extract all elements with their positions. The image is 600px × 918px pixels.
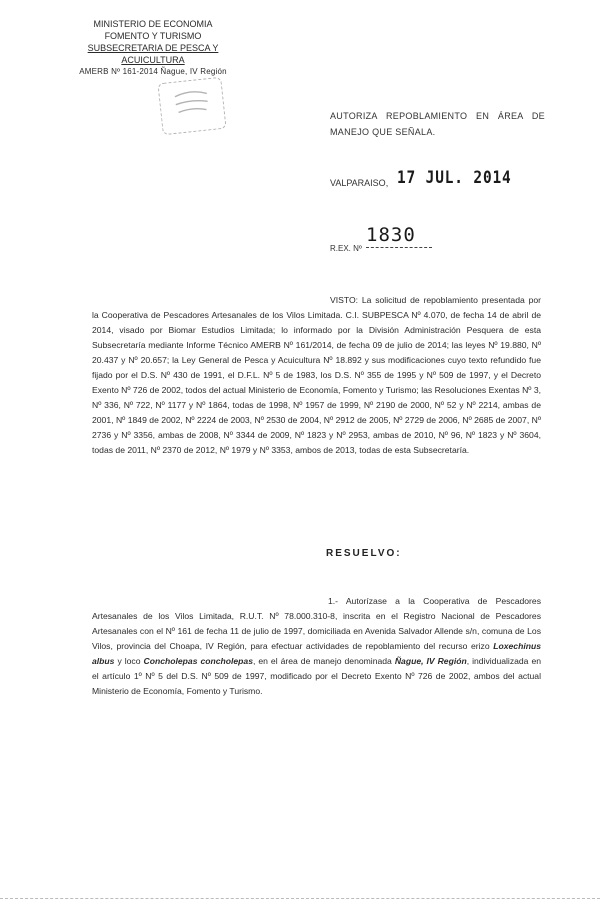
resolution-number: 1830 xyxy=(366,224,432,248)
ministry-sub: FOMENTO Y TURISMO xyxy=(104,31,202,41)
stamp-mark-icon xyxy=(170,87,213,121)
visto-lead: VISTO: xyxy=(330,295,359,305)
office-stamp xyxy=(157,77,226,135)
visto-text: La solicitud de repoblamiento presentada por la Cooperativa de Pescadores Artesanales de los Vilos Limitada. C.I. SUBPESCA Nº 4.070, de fecha 14 de abril de 2014, visado por Biomar Estudios Limitada; lo informado por la División Administración Pesquera de esta Subsecretaría mediante Informe Técnico AMERB Nº 161/2014, de fecha 09 de julio de 2014; las leyes Nº 19.880, Nº 20.437 y Nº 20.657; la Ley General de Pesca y Acuicultura Nº 18.892 y sus modificaciones cuyo texto refundido fue fijado por el D.S. Nº 430 de 1991, el D.F.L. Nº 5 de 1983, los D.S. Nº 355 de 1995 y Nº 509 de 1997, y el Decreto Exento Nº 726 de 2002, todos del actual Ministerio de Economía, Fomento y Turismo; las Resoluciones Exentas Nº 3, Nº 336, Nº 722, Nº 1177 y Nº 1864, todas de 1998, Nº 1957 de 1999, Nº 2190 de 2000, Nº 52 y Nº 2214, ambas de 2001, Nº 1849 de 2002, Nº 2224 de 2003, Nº 2530 de 2004, Nº 2912 de 2005, Nº 2729 de 2006, Nº 2685 de 2007, Nº 2736 y Nº 3356, ambas de 2008, Nº 3344 de 2009, Nº 1823 y Nº 2953, ambas de 2010, Nº 96, Nº 1823 y Nº 3604, todas de 2011, Nº 2370 de 2012, Nº 1979 y Nº 3353, ambos de 2013, todas de esta Subsecretaría. xyxy=(92,295,541,455)
resuelvo-heading: RESUELVO: xyxy=(326,548,402,559)
article-1-mid2: , en el área de manejo denominada xyxy=(253,656,392,666)
area-name: Ñague, IV Región xyxy=(394,656,467,666)
file-reference: AMERB Nº 161-2014 Ñague, IV Región xyxy=(79,67,227,76)
resolution-label: R.EX. Nº xyxy=(330,244,362,253)
undersecretariat-name: SUBSECRETARIA DE PESCA Y ACUICULTURA xyxy=(87,43,219,65)
page-bottom-edge xyxy=(0,898,600,900)
place-label: VALPARAISO, xyxy=(330,178,389,188)
species-name-2: Concholepas concholepas xyxy=(143,656,253,666)
article-1-mid: y loco xyxy=(117,656,141,666)
document-subject: AUTORIZA REPOBLAMIENTO EN ÁREA DE MANEJO QUE SEÑALA. xyxy=(330,111,545,137)
document-date: 17 JUL. 2014 xyxy=(397,168,512,188)
article-1-paragraph xyxy=(92,594,541,699)
ministry-name: MINISTERIO DE ECONOMIA xyxy=(93,19,213,29)
species-name-1: Loxechinus albus xyxy=(92,641,541,666)
issuer-header xyxy=(58,18,248,78)
article-1-tail: , individualizada en el artículo 1º Nº 5 del D.S. Nº 509 de 1997, modificado por el Decreto Exento Nº 726 de 2002, ambos del actual Ministerio de Economía, Fomento y Turismo. xyxy=(92,656,542,696)
visto-paragraph xyxy=(92,293,541,458)
article-1-lead: 1.- Autorízase a la Cooperativa de Pescadores Artesanales de los Vilos Limitada, R.U.T. Nº 78.000.310-8, inscrita en el Registro Nacional de Pescadores Artesanales con el Nº 161 de fecha 11 de julio de 1997, domiciliada en Avenida Salvador Allende s/n, comuna de Los Vilos, provincia del Choapa, IV Región, para efectuar actividades de repoblamiento del recurso erizo xyxy=(92,596,541,651)
